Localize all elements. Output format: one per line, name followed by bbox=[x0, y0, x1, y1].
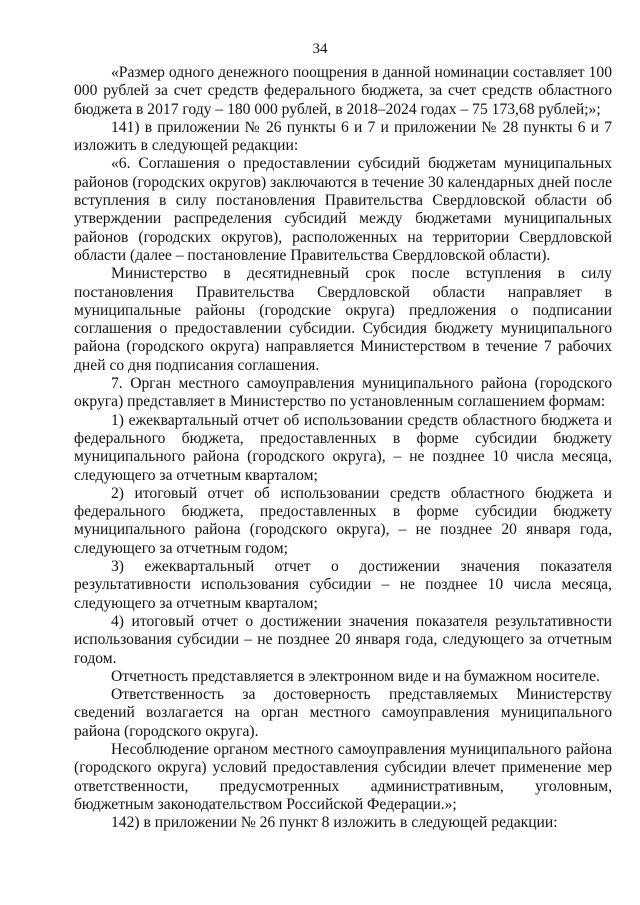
paragraph-item-141: 141) в приложении № 26 пункты 6 и 7 и приложении № 28 пункты 6 и 7 изложить в следующей редакции: bbox=[74, 118, 612, 155]
paragraph-report-3: 3) ежеквартальный отчет о достижении значения показателя результативности использования субсидии – не позднее 10 числа месяца, следующего за отчетным кварталом; bbox=[74, 558, 612, 612]
paragraph-noncompliance: Несоблюдение органом местного самоуправления муниципального района (городского округа) условий предоставления субсидии влечет применение мер ответственности, предусмотренных административным, уголовным, бюджетным законодательством Российской Федерации.»; bbox=[74, 740, 612, 813]
paragraph-ministry-proposal: Министерство в десятидневный срок после вступления в силу постановления Правительства Свердловской области направляет в муниципальные районы (городские округа) предложения о подписании соглашения о предоставлении субсидии. Субсидия бюджету муниципального района (городского округа) направляется Министерством в течение 7 рабочих дней со дня подписания соглашения. bbox=[74, 265, 612, 374]
paragraph-report-4: 4) итоговый отчет о достижении значения показателя результативности использования субсидии – не позднее 20 января года, следующего за отчетным годом. bbox=[74, 612, 612, 667]
paragraph-responsibility: Ответственность за достоверность представляемых Министерству сведений возлагается на орган местного самоуправления муниципального района (городского округа). bbox=[74, 686, 612, 740]
paragraph-report-2: 2) итоговый отчет об использовании средств областного бюджета и федерального бюджета, предоставленных в форме субсидии бюджету муниципального района (городского округа), – не позднее 20 января года, следующего за отчетным годом; bbox=[74, 484, 612, 557]
paragraph-award-amount: «Размер одного денежного поощрения в данной номинации составляет 100 000 рублей за счет средств федерального бюджета, за счет средств областного бюджета в 2017 году – 180 000 рублей, в 2018–2024 годах – 75 173,68 рублей;»; bbox=[74, 64, 612, 118]
paragraph-item-142: 142) в приложении № 26 пункт 8 изложить в следующей редакции: bbox=[111, 814, 558, 832]
paragraph-reporting-format: Отчетность представляется в электронном виде и на бумажном носителе. bbox=[111, 667, 600, 685]
paragraph-clause-7: 7. Орган местного самоуправления муниципального района (городского округа) представляет в Министерство по установленным соглашением формам: bbox=[74, 375, 612, 411]
page-number: 34 bbox=[312, 41, 328, 57]
paragraph-report-1: 1) ежеквартальный отчет об использовании средств областного бюджета и федерального бюджета, предоставленных в форме субсидии бюджету муниципального района (городского округа), – не позднее 10 числа месяца, следующего за отчетным кварталом; bbox=[74, 411, 612, 484]
paragraph-clause-6: «6. Соглашения о предоставлении субсидий бюджетам муниципальных районов (городских округов) заключаются в течение 30 календарных дней после вступления в силу постановления Правительства Свердловской области об утверждении распределения субсидий между бюджетами муниципальных районов (городских округов), расположенных на территории Свердловской области (далее – постановление Правительства Свердловской области). bbox=[74, 155, 612, 264]
document-body bbox=[74, 64, 612, 832]
